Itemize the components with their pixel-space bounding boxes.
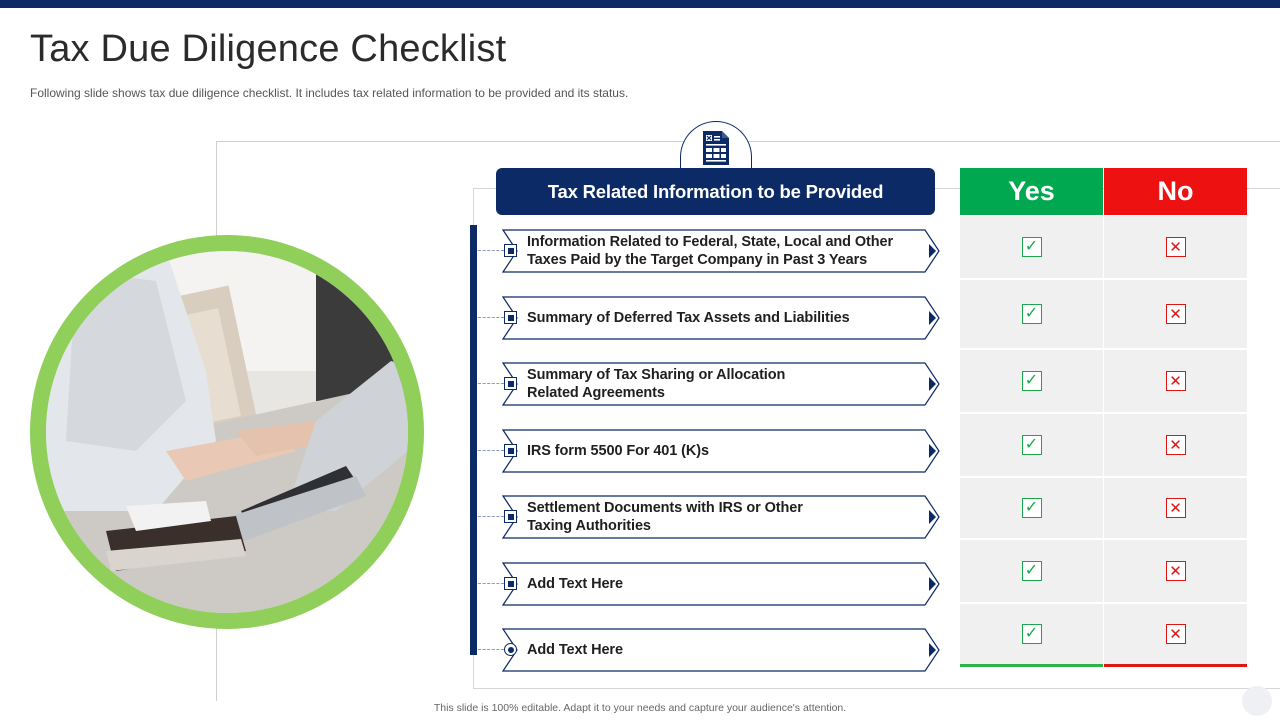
laptop-photo [46,251,408,613]
row-connector [478,649,504,650]
yes-cell [960,604,1103,664]
checklist-item [478,296,940,340]
yes-cell [960,350,1103,412]
row-connector [478,450,504,451]
corner-circle [1242,686,1272,716]
cross-icon[interactable]: ✕ [1166,304,1186,324]
cross-icon[interactable]: ✕ [1166,237,1186,257]
bullet-icon [504,444,517,457]
bullet-icon [504,311,517,324]
item-text: Settlement Documents with IRS or Other Taxing Authorities [527,500,803,534]
cross-icon[interactable]: ✕ [1166,624,1186,644]
no-cell [1104,216,1247,278]
checkmark-icon[interactable]: ✓ [1022,371,1042,391]
cross-icon[interactable]: ✕ [1166,435,1186,455]
row-connector [478,583,504,584]
yes-cell [960,216,1103,278]
row-connector [478,383,504,384]
checkmark-icon[interactable]: ✓ [1022,304,1042,324]
row-connector [478,250,504,251]
document-badge [680,121,752,175]
no-column-header: No [1104,168,1247,215]
yes-cell [960,414,1103,476]
no-underline [1104,664,1247,667]
footer-note: This slide is 100% editable. Adapt it to your needs and capture your audience's attention. [433,702,847,714]
row-connector [478,516,504,517]
no-cell [1104,350,1247,412]
top-accent-bar [0,0,1280,8]
yes-cell [960,478,1103,538]
no-cell [1104,604,1247,664]
checkmark-icon[interactable]: ✓ [1022,624,1042,644]
yes-underline [960,664,1103,667]
item-text: Add Text Here [527,576,623,592]
no-cell [1104,478,1247,538]
checklist-item [478,628,940,672]
no-cell [1104,414,1247,476]
tax-document-icon [701,130,731,166]
bullet-icon [504,643,517,656]
yes-column-header: Yes [960,168,1103,215]
checkmark-icon[interactable]: ✓ [1022,237,1042,257]
yes-cell [960,280,1103,348]
timeline-bar [470,225,477,655]
checklist-item [478,362,940,406]
checkmark-icon[interactable]: ✓ [1022,561,1042,581]
checklist-item [478,562,940,606]
checkmark-icon[interactable]: ✓ [1022,498,1042,518]
yes-cell [960,540,1103,602]
cross-icon[interactable]: ✕ [1166,561,1186,581]
bullet-icon [504,377,517,390]
bullet-icon [504,510,517,523]
cross-icon[interactable]: ✕ [1166,498,1186,518]
cross-icon[interactable]: ✕ [1166,371,1186,391]
bullet-icon [504,244,517,257]
no-cell [1104,540,1247,602]
checklist-item [478,429,940,473]
item-text: IRS form 5500 For 401 (K)s [527,443,709,459]
item-text: Summary of Tax Sharing or Allocation Related Agreements [527,367,786,401]
bullet-icon [504,577,517,590]
item-text: Add Text Here [527,642,623,658]
item-text: Summary of Deferred Tax Assets and Liabilities [527,310,850,326]
slide-subtitle: Following slide shows tax due diligence checklist. It includes tax related information to be provided and its status. [30,86,629,100]
slide-title: Tax Due Diligence Checklist [30,28,507,70]
row-connector [478,317,504,318]
checkmark-icon[interactable]: ✓ [1022,435,1042,455]
checklist-item [478,229,940,273]
checklist-item [478,495,940,539]
info-header: Tax Related Information to be Provided [496,168,935,215]
item-text: Information Related to Federal, State, Local and Other Taxes Paid by the Target Company in Past 3 Years [527,234,894,268]
no-cell [1104,280,1247,348]
